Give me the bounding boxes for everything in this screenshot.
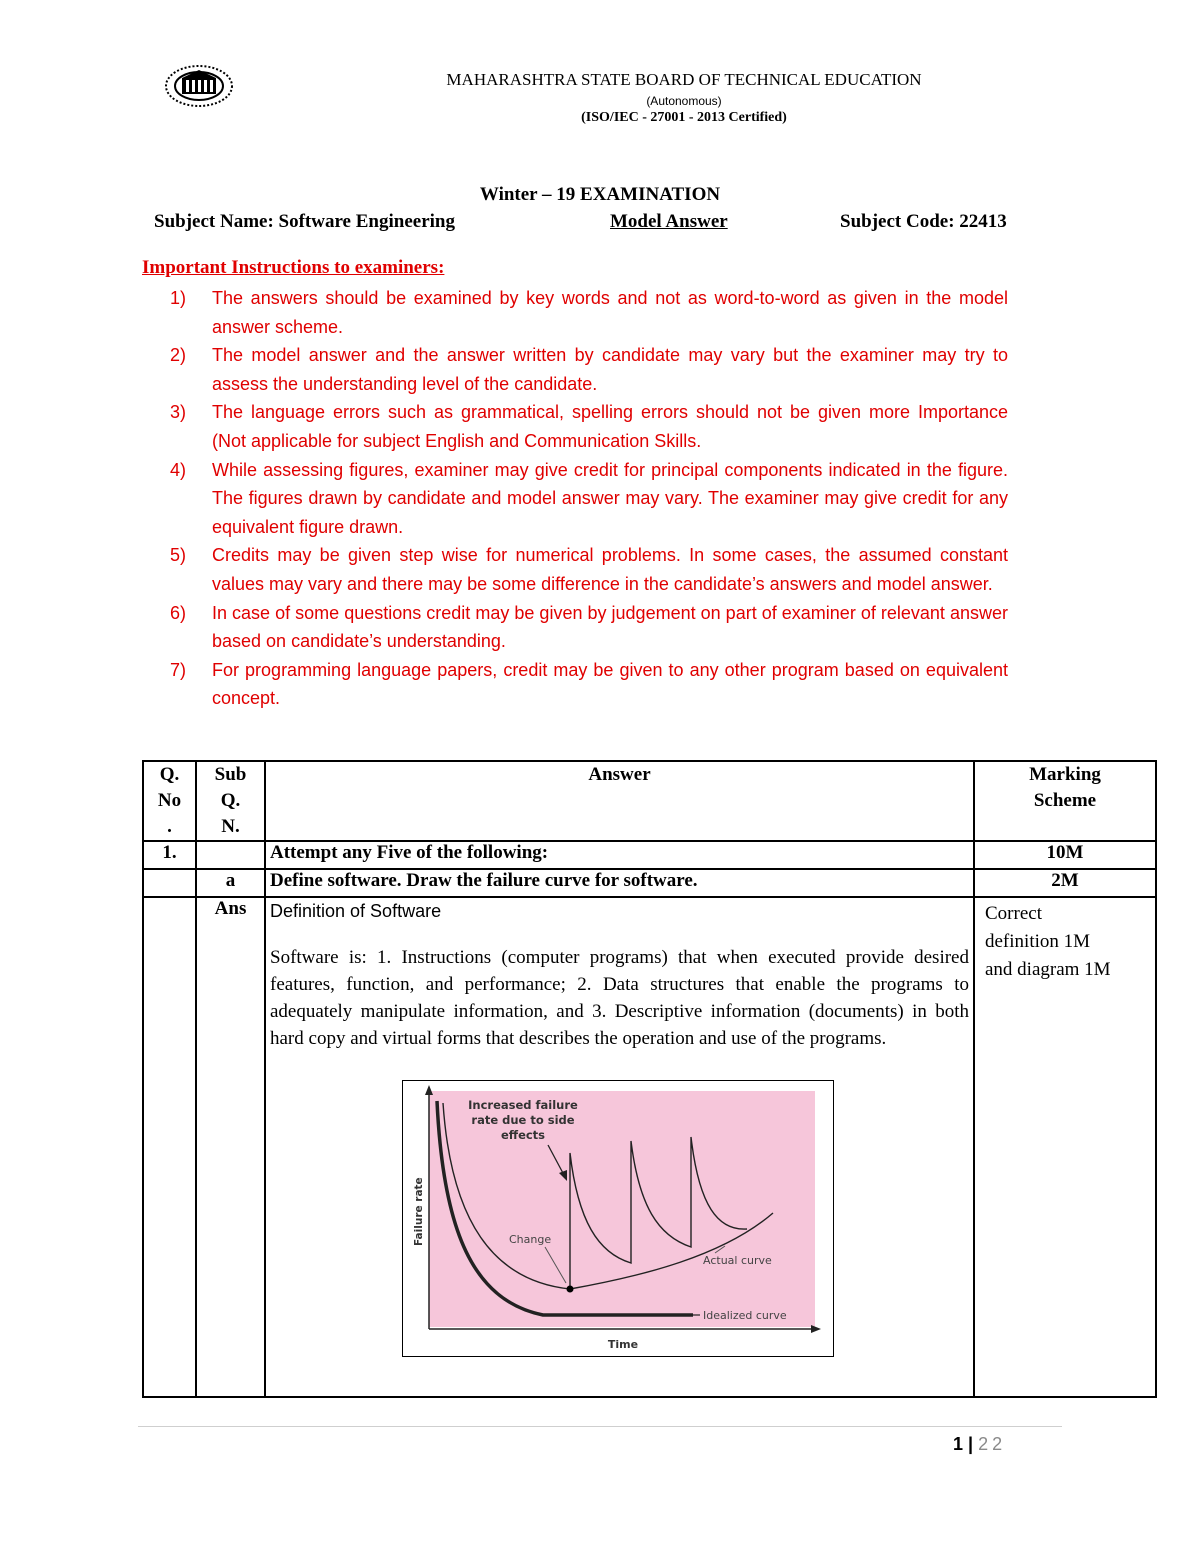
x-axis-arrow-icon [811,1325,821,1333]
instructions-list [170,284,1008,713]
instruction-item: 1) The answers should be examined by key words and not as word-to-word as given in the model answer scheme. [170,288,1008,337]
actual-curve-label: Actual curve [703,1254,772,1267]
board-name: MAHARASHTRA STATE BOARD OF TECHNICAL EDUCATION [446,70,922,89]
idealized-curve-label: Idealized curve [703,1309,787,1322]
row-subq [196,841,265,869]
instructions-title: Important Instructions to examiners: [142,257,445,278]
answer-table [142,760,1157,1398]
failure-curve-diagram [403,1081,833,1356]
exam-title: Winter – 19 EXAMINATION [479,184,721,205]
row-question: Define software. Draw the failure curve for software. [265,869,974,897]
instruction-item: 4) While assessing figures, examiner may give credit for principal components indicated in the figure. The figures drawn by candidate and model answer may vary. The examiner may give credit for any equivalent figure drawn. [170,459,1008,537]
answer-body: Software is: 1. Instructions (computer programs) that when executed provide desired features, function, and performance; 2. Data structures that enable the programs to adequately manipulate information, and 3. Descriptive information (documents) in both hard copy and virtual forms that describes the operation and use of the programs. [270,947,969,1049]
row-subq: Ans [196,897,265,1397]
instruction-item: 7) For programming language papers, credit may be given to any other program based on equivalent concept. [170,659,1008,709]
instruction-item: 6) In case of some questions credit may be given by judgement on part of examiner of relevant answer based on candidate’s understanding. [170,602,1008,652]
row-qno [143,897,196,1397]
change-label: Change [509,1233,552,1246]
instruction-item: 2) The model answer and the answer written by candidate may vary but the examiner may try to assess the understanding level of the candidate. [170,345,1008,394]
annotation-line: rate due to side [471,1113,575,1127]
page-number [953,1434,1006,1455]
row-qno [143,869,196,897]
scheme-line: Correct [985,903,1042,924]
table-row [143,897,1156,1397]
total-pages: 22 [978,1434,1007,1454]
header-qno: Q. No . [143,761,196,841]
row-answer [265,897,974,1397]
autonomous-label: (Autonomous) [646,94,722,108]
row-subq: a [196,869,265,897]
row-qno: 1. [143,841,196,869]
model-answer-label: Model Answer [610,211,728,232]
subject-name: Subject Name: Software Engineering [154,211,455,232]
row-marks: 10M [974,841,1156,869]
failure-curve-figure [402,1080,834,1357]
row-question: Attempt any Five of the following: [265,841,974,869]
scheme-line: definition 1M [985,931,1091,952]
footer-divider [138,1426,1062,1427]
row-marks: 2M [974,869,1156,897]
y-axis-arrow-icon [425,1085,433,1095]
annotation-line: effects [500,1128,546,1142]
header-answer: Answer [265,761,974,841]
row-scheme [974,897,1156,1397]
current-page: 1 [953,1434,964,1454]
header-subq: Sub Q. N. [196,761,265,841]
subject-code: Subject Code: 22413 [840,211,1007,232]
x-axis-label: Time [607,1338,639,1351]
table-row [143,841,1156,869]
annotation-line: Increased failure [468,1098,578,1112]
header-scheme: Marking Scheme [974,761,1156,841]
certification-label: (ISO/IEC - 27001 - 2013 Certified) [581,110,787,125]
y-axis-label: Failure rate [413,1177,425,1246]
instruction-item: 5) Credits may be given step wise for numerical problems. In some cases, the assumed constant values may vary and there may be some difference in the candidate’s answers and model answer. [170,545,1008,594]
change-point-marker [567,1286,574,1293]
scheme-line: and diagram 1M [985,959,1111,980]
page-separator: | [963,1434,979,1454]
answer-heading: Definition of Software [270,901,442,921]
instruction-item: 3) The language errors such as grammatical, spelling errors should not be given more Importance (Not applicable for subject English and Communication Skills. [170,402,1008,451]
table-header-row [143,761,1156,841]
table-row [143,869,1156,897]
